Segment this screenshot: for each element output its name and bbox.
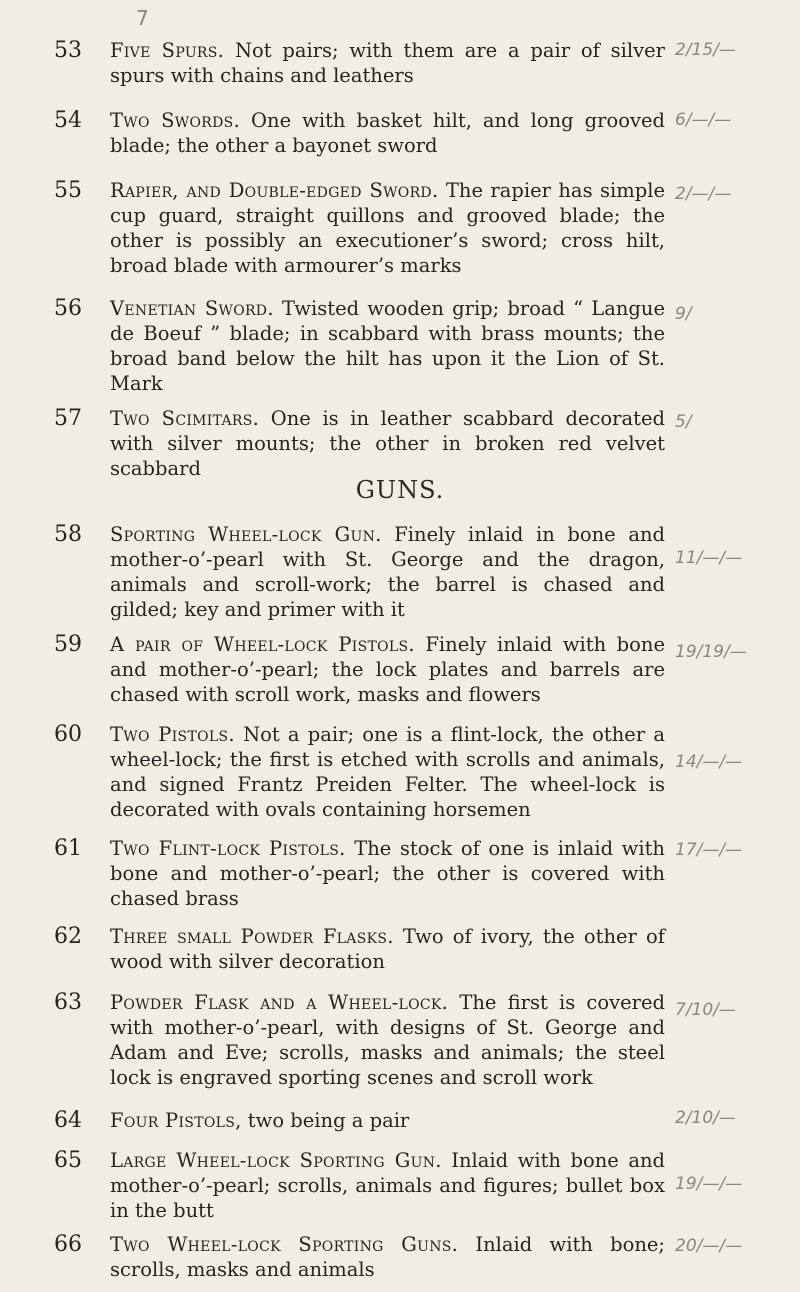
lot-text: Inlaid with bone; scrolls, masks and animals [110, 1233, 665, 1281]
lot-number: 64 [54, 1108, 82, 1133]
lot-text: Two of ivory, the other of wood with silver decoration [110, 925, 665, 973]
lot-number: 57 [54, 406, 82, 431]
lot-title: A pair of Wheel-lock Pistols. [110, 633, 415, 656]
lot-description [110, 296, 665, 396]
lot-description [110, 990, 665, 1090]
lot-title: Two Pistols. [110, 723, 235, 746]
price-annotation: 20/—/— [675, 1236, 743, 1256]
price-annotation: 17/—/— [675, 840, 743, 860]
lot-text: Not pairs; with them are a pair of silver spurs with chains and leathers [110, 39, 665, 87]
lot-text: One with basket hilt, and long grooved blade; the other a bayonet sword [110, 109, 666, 157]
lot-number: 55 [54, 178, 82, 203]
lot-title: Powder Flask and a Wheel-lock. [110, 991, 449, 1014]
lot-text: The rapier has simple cup guard, straight quillons and grooved blade; the other is possibly an executioner’s sword; cross hilt, broad blade with armourer’s marks [110, 179, 665, 277]
lot-text: Finely inlaid with bone and mother-o’-pearl; the lock plates and barrels are chased with scroll work, masks and flowers [110, 633, 665, 706]
lot-text: two being a pair [241, 1109, 410, 1132]
lot-title: Two Flint-lock Pistols. [110, 837, 346, 860]
price-annotation: 19/19/— [675, 642, 747, 662]
lot-text: One is in leather scabbard decorated with silver mounts; the other in broken red velvet scabbard [110, 407, 665, 480]
lot-title: Three small Powder Flasks. [110, 925, 394, 948]
lot-number: 59 [54, 632, 82, 657]
lot-title: Two Wheel-lock Sporting Guns. [110, 1233, 459, 1256]
price-annotation: 11/—/— [675, 548, 743, 568]
lot-number: 63 [54, 990, 82, 1015]
lot-text: The first is covered with mother-o’-pearl, with designs of St. George and Adam and Eve; scrolls, masks and animals; the steel lock is engraved sporting scenes and scroll work [110, 991, 665, 1089]
lot-description [110, 38, 665, 88]
lot-title: Large Wheel-lock Sporting Gun. [110, 1149, 442, 1172]
price-annotation: 7/10/— [675, 1000, 736, 1020]
lot-description [110, 836, 665, 911]
price-annotation: 2/10/— [675, 1108, 736, 1128]
lot-text: Inlaid with bone and mother-o’-pearl; scrolls, animals and figures; bullet box in the butt [110, 1149, 665, 1222]
lot-title: Four Pistols, [110, 1109, 242, 1132]
lot-number: 65 [54, 1148, 82, 1173]
lot-description [110, 522, 665, 622]
price-annotation: 5/ [675, 412, 692, 432]
lot-number: 58 [54, 522, 82, 547]
lot-description [110, 1232, 665, 1282]
lot-number: 60 [54, 722, 82, 747]
lot-number: 66 [54, 1232, 82, 1257]
lot-number: 54 [54, 108, 82, 133]
top-mark: 7 [136, 6, 149, 30]
price-annotation: 9/ [675, 304, 692, 324]
price-annotation: 2/—/— [675, 184, 732, 204]
lot-text: Not a pair; one is a flint-lock, the other a wheel-lock; the first is etched with scrolls and animals, and signed Frantz Preiden Felter. The wheel-lock is decorated with ovals containing horsemen [110, 723, 665, 821]
price-annotation: 19/—/— [675, 1174, 743, 1194]
lot-description [110, 1148, 665, 1223]
lot-number: 61 [54, 836, 82, 861]
lot-description [110, 108, 665, 158]
lot-description [110, 178, 665, 278]
lot-title: Rapier, and Double-edged Sword. [110, 179, 439, 202]
lot-text: Finely inlaid in bone and mother-o’-pearl with St. George and the dragon, animals and scroll-work; the barrel is chased and gilded; key and primer with it [110, 523, 665, 621]
lot-description [110, 924, 665, 974]
lot-number: 62 [54, 924, 82, 949]
lot-description [110, 632, 665, 707]
lot-number: 56 [54, 296, 82, 321]
lot-description [110, 406, 665, 481]
lot-description [110, 1108, 665, 1133]
lot-title: Five Spurs. [110, 39, 225, 62]
lot-title: Venetian Sword. [110, 297, 274, 320]
lot-title: Two Swords. [110, 109, 240, 132]
section-heading: GUNS. [355, 476, 445, 504]
lot-title: Sporting Wheel-lock Gun. [110, 523, 382, 546]
lot-title: Two Scimitars. [110, 407, 260, 430]
lot-description [110, 722, 665, 822]
lot-number: 53 [54, 38, 82, 63]
lot-text: Twisted wooden grip; broad “ Langue de Boeuf ” blade; in scabbard with brass mounts; the broad band below the hilt has upon it the Lion of St. Mark [110, 297, 666, 395]
price-annotation: 6/—/— [675, 110, 732, 130]
price-annotation: 14/—/— [675, 752, 743, 772]
lot-text: The stock of one is inlaid with bone and mother-o’-pearl; the other is covered with chased brass [110, 837, 665, 910]
price-annotation: 2/15/— [675, 40, 736, 60]
